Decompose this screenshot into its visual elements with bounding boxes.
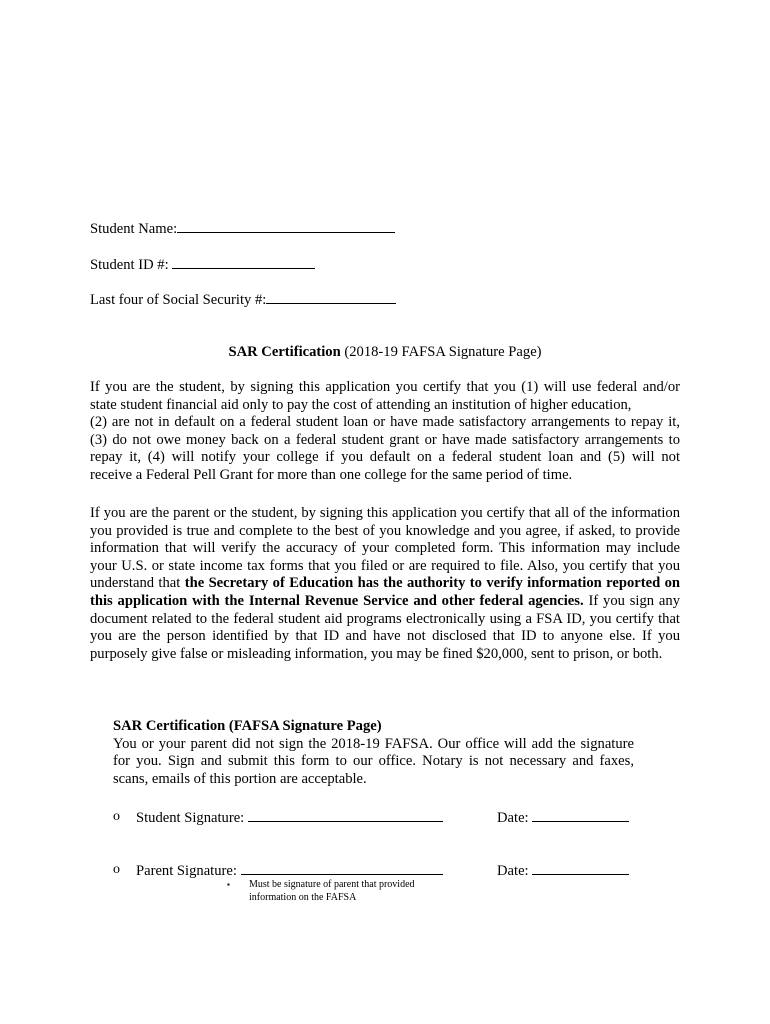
para1-line: state student financial aid only to pay the cost of attending an institution of higher education, xyxy=(90,396,632,413)
sar-certification-section xyxy=(113,718,634,788)
ssn-field[interactable] xyxy=(266,290,396,304)
page-title-bold: SAR Certification xyxy=(228,344,341,360)
student-id-row xyxy=(90,255,315,275)
student-signature-row xyxy=(136,808,443,828)
parent-date-field[interactable] xyxy=(532,861,629,875)
para2-text-2: If you sign any document related to the federal student aid programs electronically using a FSA ID, you certify that you are the person identified by that ID and have not disclosed that ID to anyone else. If you purposely give false or misleading information, you may be fined $20,000, sent to prison, or both. xyxy=(90,592,680,662)
ssn-label: Last four of Social Security #: xyxy=(90,292,267,308)
student-date-row xyxy=(497,808,629,828)
student-signature-bullet: o xyxy=(113,809,120,824)
student-signature-field[interactable] xyxy=(248,808,443,822)
parent-signature-note xyxy=(249,878,415,904)
para2-bold-text: the Secretary of Education has the authority to verify information reported on this application with the Internal Revenue Service and other federal agencies. xyxy=(90,575,680,609)
parent-signature-label: Parent Signature: xyxy=(136,863,237,879)
para1-line: receive a Federal Pell Grant for more than one college for the same period of time. xyxy=(90,466,573,483)
note-bullet-icon: ▪ xyxy=(227,880,230,889)
parent-signature-bullet: o xyxy=(113,862,120,877)
note-line: Must be signature of parent that provided xyxy=(249,879,415,890)
student-date-label: Date: xyxy=(497,810,529,826)
parent-date-label: Date: xyxy=(497,863,529,879)
para1-line: repay it, (4) will notify your college if you default on a federal student loan and (5) will not xyxy=(90,449,680,466)
page-title-rest: (2018-19 FAFSA Signature Page) xyxy=(340,344,542,360)
paragraph-parent-certification xyxy=(90,505,680,663)
para1-line: If you are the student, by signing this application you certify that you (1) will use federal and/or xyxy=(90,379,680,395)
student-signature-label: Student Signature: xyxy=(136,810,245,826)
parent-date-row xyxy=(497,861,629,881)
para2-text-1: If you are the parent or the student, by signing this application you certify that all of the information you provided is true and complete to the best of you knowledge and you agree, if asked, to provide information that will verify the accuracy of your completed form. This information may include your U.S. or state income tax forms that you filed or are required to file. Also, you certify that you understand that xyxy=(90,505,680,592)
student-name-field[interactable] xyxy=(177,219,395,233)
student-date-field[interactable] xyxy=(532,808,629,822)
student-name-row xyxy=(90,219,395,239)
student-id-label: Student ID #: xyxy=(90,257,169,273)
para1-line: (3) do not owe money back on a federal student grant or have made satisfactory arrangements to xyxy=(90,431,680,448)
parent-signature-field[interactable] xyxy=(241,861,443,875)
ssn-row xyxy=(90,290,396,310)
note-line: information on the FAFSA xyxy=(249,892,357,903)
student-id-field[interactable] xyxy=(172,255,315,269)
student-name-label: Student Name: xyxy=(90,221,178,237)
page-title xyxy=(0,344,770,362)
sar-section-title: SAR Certification (FAFSA Signature Page) xyxy=(113,718,382,734)
sar-section-body: You or your parent did not sign the 2018-19 FAFSA. Our office will add the signature for you. Sign and submit this form to our office. Notary is not necessary and faxes, scans, emails of this portion are acceptable. xyxy=(113,735,634,787)
paragraph-student-certification xyxy=(90,379,680,485)
para1-line: (2) are not in default on a federal student loan or have made satisfactory arrangements to repay it, xyxy=(90,414,680,431)
